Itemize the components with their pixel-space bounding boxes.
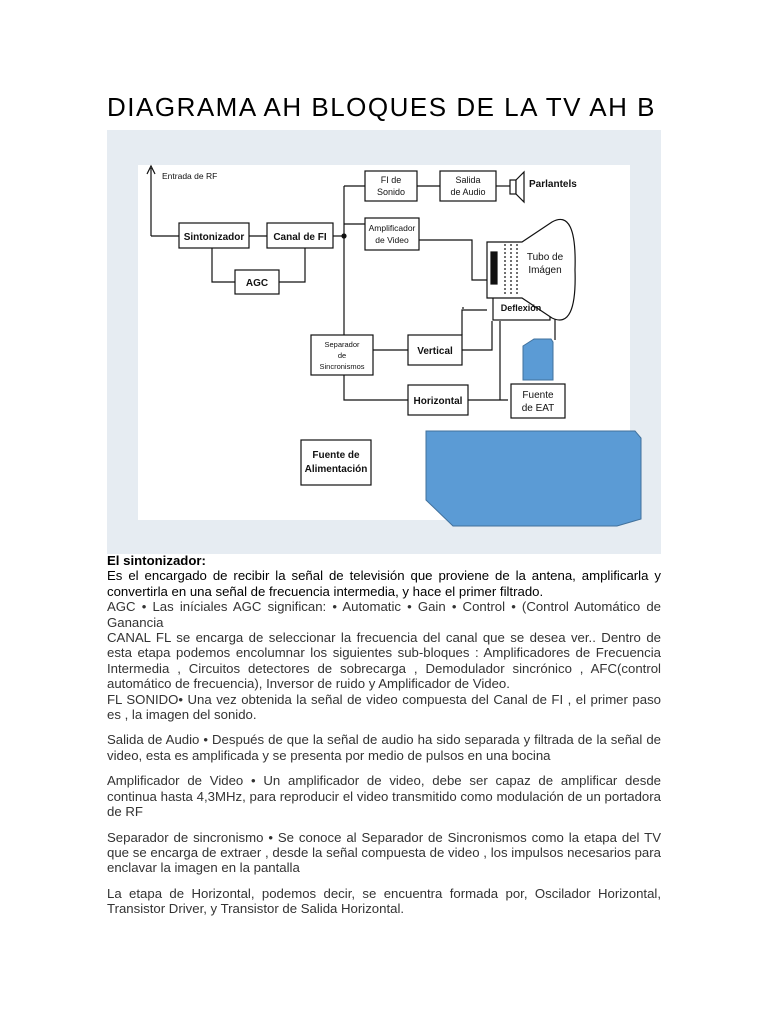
sync-separator-label-1: Separador: [324, 340, 360, 349]
section-heading: El sintonizador:: [107, 553, 206, 568]
audio-out-label-2: de Audio: [450, 187, 486, 197]
paragraph-fi-sound: FL SONIDO• Una vez obtenida la señal de video compuesta del Canal de FI , el primer paso es , la imagen del sonido.: [107, 691, 661, 723]
paragraph-sync-separator: Separador de sincronismo • Se conoce al Separador de Sincronismos como la etapa del TV que se encarga de extraer , desde la señal compuesta de video , los impulsos necesarios para enclavar la imagen en la pantalla: [107, 829, 661, 876]
block-diagram: [107, 130, 661, 554]
audio-out-label-1: Salida: [455, 175, 481, 185]
block-diagram-figure: [107, 130, 661, 554]
deflection-label: Deflexión: [500, 303, 542, 313]
paragraph-audio-out: Salida de Audio • Después de que la señal de audio ha sido separada y filtrada de la señal de video, esta es amplificada y se presenta por medio de pulsos en una bocina: [107, 732, 661, 763]
paragraph-agc: AGC • Las iníciales AGC significan: • Automatic • Gain • Control • (Control Automático de Ganancia: [107, 599, 661, 630]
speaker-label: Parlantels: [529, 179, 577, 190]
body-text: [107, 553, 661, 917]
video-amp-label-1: Amplificador: [368, 223, 416, 233]
paragraph-horizontal: La etapa de Horizontal, podemos decir, se encuentra formada por, Oscilador Horizontal, Transistor Driver, y Transistor de Salida Horizontal.: [107, 885, 661, 917]
tube-label-2: Imágen: [528, 265, 562, 276]
paragraph-video-amp: Amplificador de Video • Un amplificador de video, debe ser capaz de amplificar desde continua hasta 4,3MHz, para reproducir el video transmitido como modulación de un portadora de RF: [107, 773, 661, 820]
sync-separator-label-3: Sincronismos: [319, 362, 365, 371]
rf-input-label: Entrada de RF: [162, 171, 218, 181]
power-supply-label-1: Fuente de: [312, 450, 360, 461]
power-supply-label-2: Alimentación: [304, 464, 368, 475]
tube-label-1: Tubo de: [526, 252, 564, 263]
paragraph-if-channel: CANAL FL se encarga de seleccionar la frecuencia del canal que se desea ver.. Dentro de esta etapa podemos encolumnar los siguientes sub-bloques : Amplificadores de Frecuencia Intermedia , Circuitos detectores de sobrecarga , Demodulador sincrónico , AFC(control automático de frecuencia), Inversor de ruido y Amplificador de Video.: [107, 630, 661, 692]
fi-sound-label-2: Sonido: [376, 187, 406, 197]
eat-label-2: de EAT: [521, 403, 555, 414]
sync-separator-label-2: de: [337, 351, 347, 360]
page-title: DIAGRAMA AH BLOQUES DE LA TV AH B: [107, 92, 656, 122]
large-blue-shape: [426, 431, 641, 526]
vertical-label: Vertical: [417, 346, 453, 357]
if-channel-label: Canal de FI: [273, 232, 327, 243]
agc-label: AGC: [245, 278, 269, 289]
small-blue-shape: [523, 339, 553, 380]
video-amp-label-2: de Video: [375, 235, 409, 245]
power-supply-block: [301, 440, 371, 485]
junction-dot: [341, 233, 346, 238]
paragraph-tuner: Es el encargado de recibir la señal de televisión que proviene de la antena, amplificarla y convertirla en una señal de frecuencia intermedia, y hace el primer filtrado.: [107, 568, 661, 599]
horizontal-label: Horizontal: [413, 396, 463, 407]
fi-sound-label-1: FI de: [380, 175, 402, 185]
eat-label-1: Fuente: [522, 390, 554, 401]
tuner-label: Sintonizador: [183, 232, 245, 243]
